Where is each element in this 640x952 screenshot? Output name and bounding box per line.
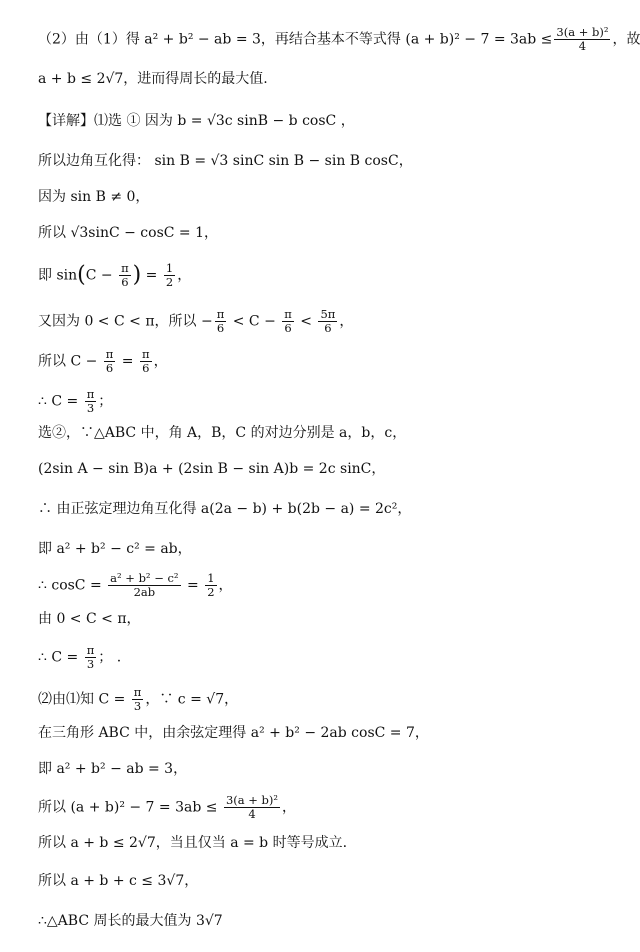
fraction-numerator: π [121, 261, 129, 275]
paren-content: C − [85, 267, 118, 284]
fraction-denominator: 6 [284, 321, 292, 335]
fraction-denominator: 6 [105, 361, 114, 375]
line-text: 即 a² + b² − c² = ab， [38, 541, 192, 557]
line-text: 即 a² + b² − ab = 3， [38, 761, 188, 777]
fraction [140, 348, 152, 375]
line-text: （2）由（1）得 a² + b² − ab = 3，再结合基本不等式得 (a + b)² − 7 = 3ab ≤ [38, 31, 553, 48]
fraction-numerator: 5π [320, 307, 336, 321]
line-text: 因为 sin B ≠ 0， [38, 189, 150, 205]
fraction-denominator: 2 [165, 275, 174, 289]
line-text: 所以 √3sinC − cosC = 1， [38, 225, 219, 241]
solution-line-l14 [38, 540, 192, 558]
line-text: 【详解】⑴选 ① 因为 b = √3c sinB − b cosC ， [38, 113, 355, 129]
fraction-denominator: 2ab [133, 585, 156, 599]
solution-line-l04 [38, 152, 413, 170]
solution-line-l08 [38, 308, 353, 335]
line-text: 在三角形 ABC 中，由余弦定理得 a² + b² − 2ab cosC = 7， [38, 725, 429, 741]
line-text: a + b ≤ 2√7，进而得周长的最大值. [38, 71, 268, 87]
fraction [104, 348, 116, 375]
fraction-denominator: 3 [86, 401, 95, 415]
solution-line-l10 [38, 388, 112, 415]
line-tail: ，∵ c = √7， [145, 691, 239, 708]
solution-line-l01 [38, 26, 640, 53]
line-tail: ； [98, 393, 113, 410]
fraction-denominator: 3 [86, 657, 95, 671]
fraction-denominator: 4 [248, 807, 256, 821]
fraction-denominator: 2 [207, 585, 215, 599]
line-text: 所以 (a + b)² − 7 = 3ab ≤ [38, 799, 222, 816]
line-tail: ， [218, 577, 233, 594]
solution-line-l13 [38, 500, 411, 518]
fraction [554, 26, 610, 53]
text-segment: < C − [228, 313, 281, 330]
solution-line-l06 [38, 224, 218, 242]
line-text: 所以 a + b + c ≤ 3√7， [38, 873, 199, 889]
line-text: ∴△ABC 周长的最大值为 3√7 [38, 913, 223, 929]
fraction-numerator: π [105, 347, 114, 361]
solution-line-l19 [38, 724, 429, 742]
fraction-numerator: π [142, 347, 150, 361]
fraction [85, 388, 97, 415]
fraction [205, 572, 216, 599]
line-tail: ， [282, 799, 297, 816]
line-text: ∴ C = [38, 649, 83, 666]
fraction [215, 308, 227, 335]
solution-line-l15 [38, 572, 233, 599]
line-text: 即 sin [38, 267, 78, 284]
line-text: 选②，∵△ABC 中，角 A，B，C 的对边分别是 a，b，c， [38, 425, 407, 441]
solution-line-l09 [38, 348, 168, 375]
line-tail: ， [153, 353, 168, 370]
fraction-numerator: π [284, 307, 292, 321]
fraction [108, 572, 180, 599]
fraction-numerator: π [86, 643, 95, 657]
line-text: ∴ 由正弦定理边角互化得 a(2a − b) + b(2b − a) = 2c²， [38, 501, 412, 517]
line-text: 所以 a + b ≤ 2√7，当且仅当 a = b 时等号成立. [38, 835, 348, 851]
fraction-numerator: π [216, 307, 225, 321]
fraction-denominator: 4 [578, 39, 587, 53]
text-segment: < [295, 313, 317, 330]
solution-line-l07 [38, 262, 191, 289]
equals-sign: = [141, 267, 162, 284]
line-tail: ， [339, 313, 354, 330]
line-text: ∴ C = [38, 393, 83, 410]
line-text: 由 0 < C < π， [38, 611, 141, 627]
fraction-denominator: 3 [133, 699, 142, 713]
fraction-denominator: 6 [142, 361, 150, 375]
fraction [318, 308, 337, 335]
line-text: 所以边角互化得： sin B = √3 sinC sin B − sin B cosC， [38, 153, 413, 169]
fraction-denominator: 6 [121, 275, 129, 289]
line-tail: ， [177, 267, 192, 284]
fraction-numerator: π [86, 387, 95, 401]
fraction [119, 262, 131, 289]
fraction-numerator: π [133, 685, 142, 699]
fraction-denominator: 6 [216, 321, 225, 335]
paren-close: ) [132, 262, 142, 288]
solution-line-l11 [38, 424, 406, 442]
line-text: 又因为 0 < C < π，所以 − [38, 313, 213, 330]
text-segment: = [182, 577, 204, 594]
text-segment: = [117, 353, 138, 370]
solution-line-l23 [38, 872, 198, 890]
fraction-numerator: 1 [165, 261, 174, 275]
fraction-denominator: 6 [324, 321, 332, 335]
line-text: ⑵由⑴知 C = [38, 691, 130, 708]
fraction-numerator: 3(a + b)² [556, 25, 609, 39]
fraction [282, 308, 294, 335]
fraction-numerator: a² + b² − c² [110, 571, 179, 585]
solution-line-l05 [38, 188, 149, 206]
fraction-numerator: 3(a + b)² [225, 793, 279, 807]
fraction [85, 644, 97, 671]
fraction [164, 262, 175, 289]
solution-line-l22 [38, 834, 347, 852]
line-text: ∴ cosC = [38, 577, 107, 594]
solution-line-l21 [38, 794, 296, 821]
fraction [224, 794, 280, 821]
solution-line-l16 [38, 610, 141, 628]
solution-line-l03 [38, 112, 355, 130]
solution-line-l18 [38, 686, 238, 713]
paren-open: ( [77, 262, 86, 288]
line-text: 所以 C − [38, 353, 102, 370]
fraction-numerator: 1 [207, 571, 215, 585]
fraction [132, 686, 144, 713]
line-text: (2sin A − sin B)a + (2sin B − sin A)b = 2c sinC， [38, 461, 386, 477]
solution-line-l20 [38, 760, 187, 778]
solution-line-l24 [38, 912, 223, 930]
solution-line-l02 [38, 70, 268, 88]
solution-line-l12 [38, 460, 385, 478]
line-tail: ； . [98, 649, 122, 666]
solution-line-l17 [38, 644, 121, 671]
line-tail: ，故 [612, 31, 640, 48]
